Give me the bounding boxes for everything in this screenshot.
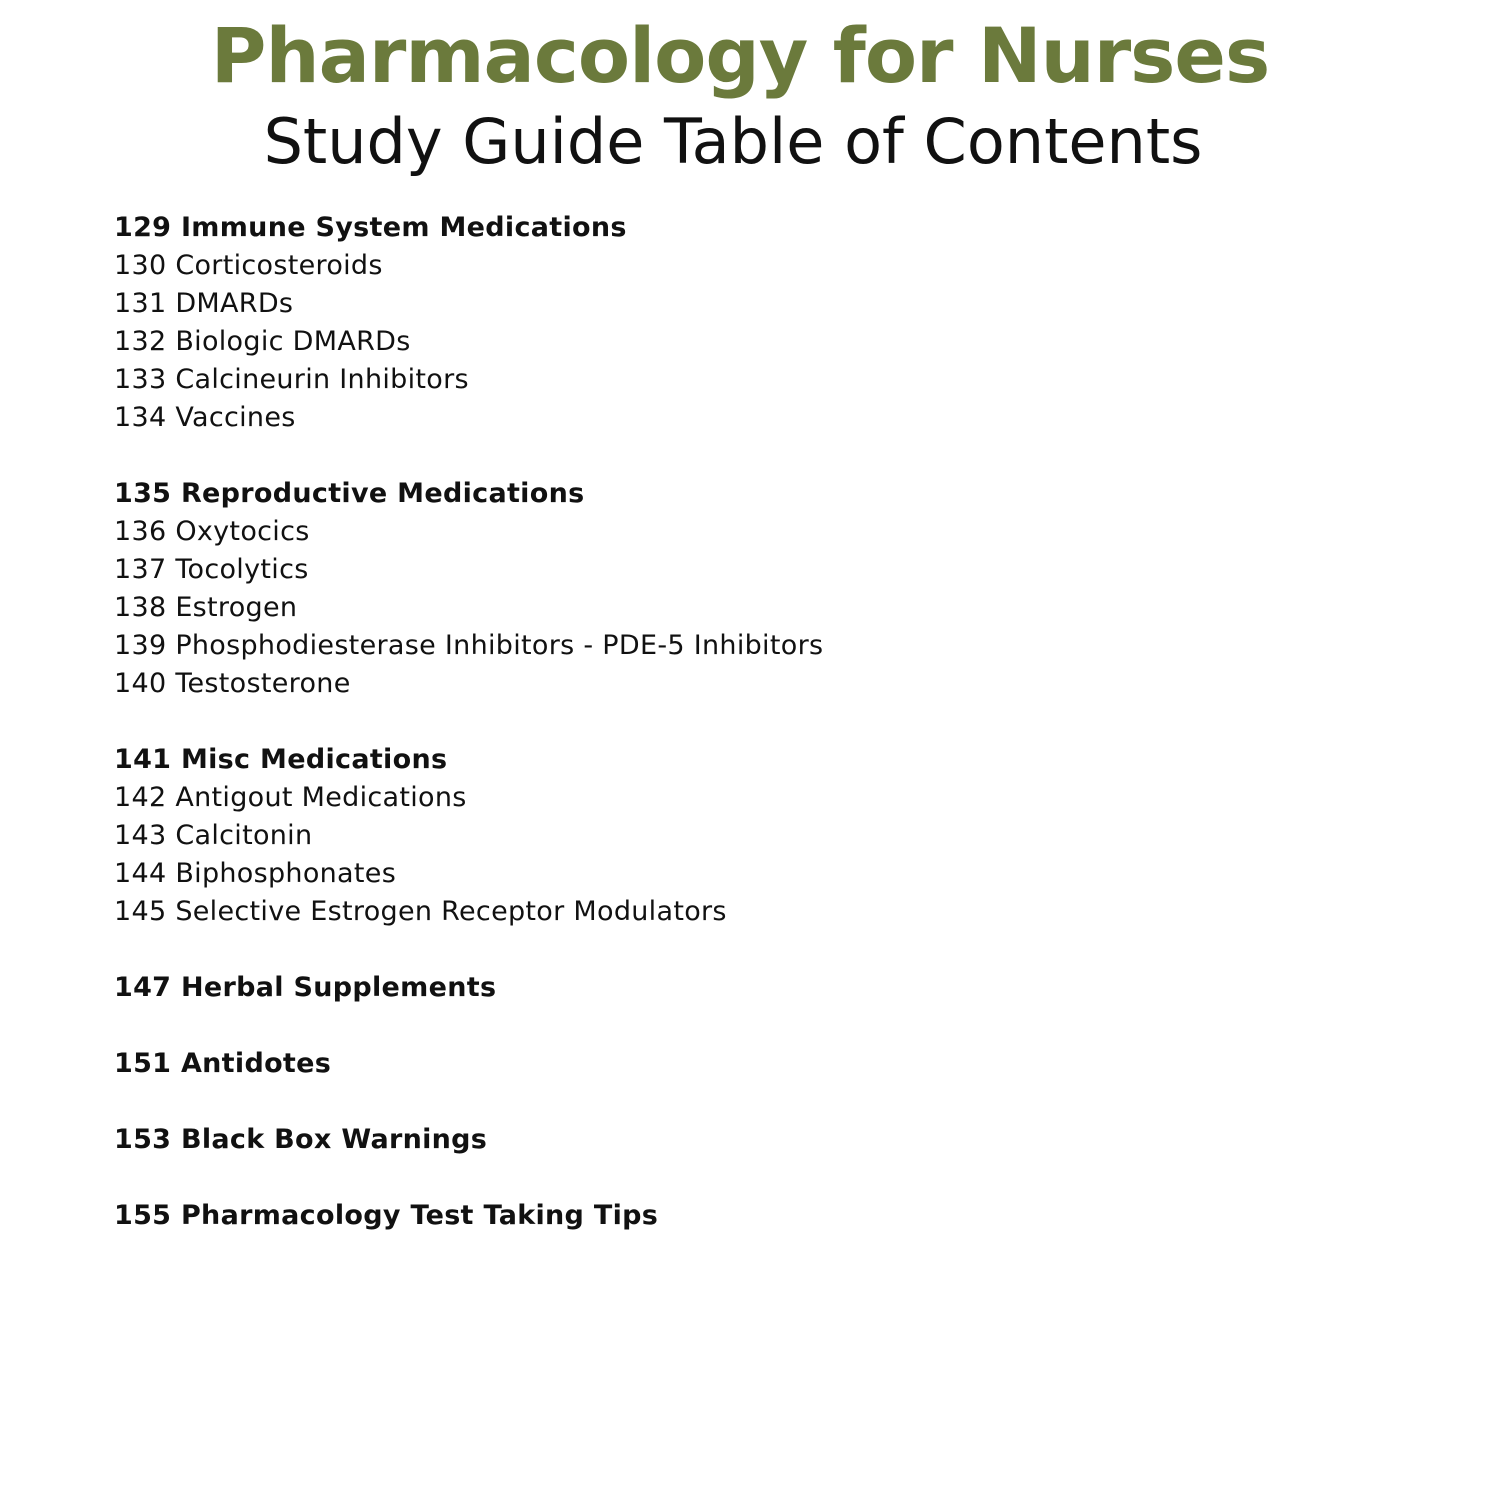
toc-entry: 133 Calcineurin Inhibitors [114, 364, 469, 395]
page-title: Pharmacology for Nurses [210, 11, 1270, 100]
toc-entry: 134 Vaccines [114, 402, 296, 433]
toc-section [114, 1045, 1414, 1083]
toc-section-heading: 129 Immune System Medications [114, 212, 627, 243]
toc-entry: 140 Testosterone [114, 668, 351, 699]
page-subtitle: Study Guide Table of Contents [263, 105, 1203, 178]
toc-section-heading: 153 Black Box Warnings [114, 1124, 488, 1155]
toc-section [114, 969, 1414, 1007]
toc-section-heading: 141 Misc Medications [114, 744, 448, 775]
toc-section-heading: 155 Pharmacology Test Taking Tips [114, 1200, 659, 1231]
table-of-contents [114, 209, 1414, 1273]
toc-section [114, 1121, 1414, 1159]
toc-section-heading: 147 Herbal Supplements [114, 972, 497, 1003]
toc-entry: 144 Biphosphonates [114, 858, 397, 889]
toc-section-heading: 151 Antidotes [114, 1048, 332, 1079]
toc-entry: 136 Oxytocics [114, 516, 310, 547]
toc-entry: 130 Corticosteroids [114, 250, 383, 281]
toc-entry: 132 Biologic DMARDs [114, 326, 411, 357]
toc-section [114, 1197, 1414, 1235]
toc-section [114, 209, 1414, 437]
toc-section-heading: 135 Reproductive Medications [114, 478, 585, 509]
toc-entry: 142 Antigout Medications [114, 782, 467, 813]
toc-entry: 138 Estrogen [114, 592, 298, 623]
toc-section [114, 475, 1414, 703]
toc-entry: 145 Selective Estrogen Receptor Modulators [114, 896, 727, 927]
toc-entry: 143 Calcitonin [114, 820, 313, 851]
toc-section [114, 741, 1414, 931]
toc-entry: 137 Tocolytics [114, 554, 309, 585]
toc-entry: 139 Phosphodiesterase Inhibitors - PDE-5 Inhibitors [114, 630, 824, 661]
toc-entry: 131 DMARDs [114, 288, 294, 319]
